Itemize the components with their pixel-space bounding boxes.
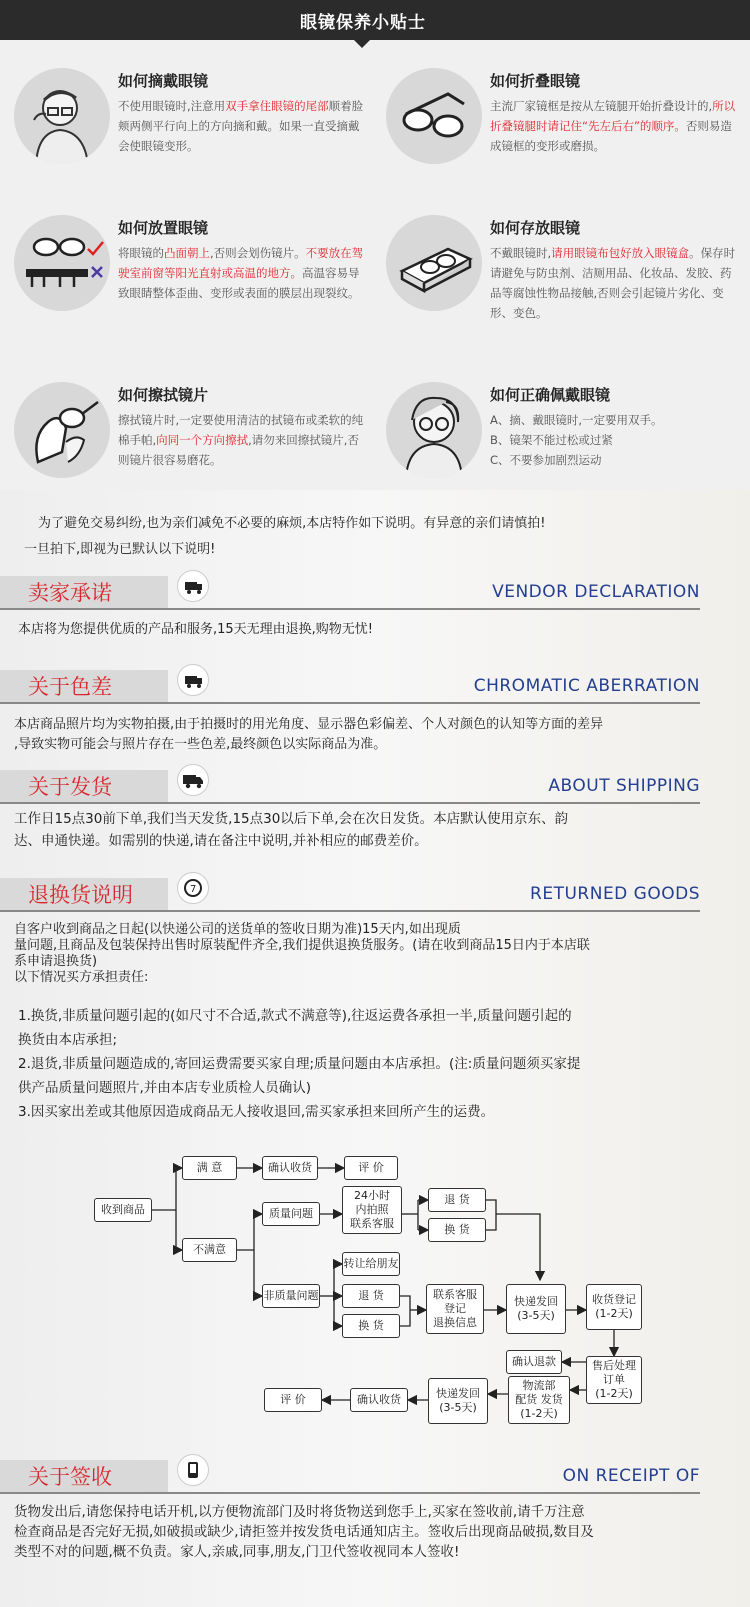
- placed-glasses-icon: [14, 215, 110, 311]
- glasses-case-icon: [386, 215, 482, 311]
- divider: [0, 802, 700, 804]
- flow-confirm-receipt: 确认收货: [262, 1156, 318, 1180]
- divider: [0, 608, 700, 610]
- section-title-cn: 关于签收: [28, 1465, 112, 1489]
- divider: [0, 702, 700, 704]
- flow-receive: 收到商品: [94, 1198, 152, 1222]
- section-header-vendor: [0, 574, 750, 610]
- folded-glasses-icon: [386, 68, 482, 164]
- flow-express-back: 快递发回 (3-5天): [428, 1378, 488, 1424]
- tip-body: 将眼镜的凸面朝上,否则会划伤镜片。不要放在驾驶室前窗等阳光直射或高温的地方。高温容易导致眼睛整体歪曲、变形或表面的膜层出现裂纹。: [118, 246, 364, 300]
- flow-quality-issue: 质量问题: [262, 1202, 320, 1226]
- section-title-en: ABOUT SHIPPING: [548, 776, 700, 796]
- tip-wear: [386, 382, 746, 502]
- phone-icon: [177, 1454, 209, 1486]
- flow-contact-24h: 24小时 内拍照 联系客服: [342, 1186, 402, 1234]
- notice-line-1: 为了避免交易纠纷,也为亲们减免不必要的麻烦,本店特作如下说明。有异意的亲们请慎拍!: [38, 516, 546, 531]
- wipe-lens-icon: [14, 382, 110, 478]
- tip-place: [14, 215, 374, 335]
- flow-confirm-refund: 确认退款: [506, 1350, 562, 1374]
- section-title-cn: 卖家承诺: [28, 581, 112, 605]
- tip-title: 如何存放眼镜: [490, 219, 581, 237]
- flow-receive-register: 收货登记 (1-2天): [586, 1284, 642, 1330]
- section-title-en: VENDOR DECLARATION: [492, 582, 700, 602]
- tip-fold: [386, 68, 746, 188]
- woman-glasses-icon: [386, 382, 482, 478]
- flow-exchange-b: 换 货: [342, 1314, 400, 1338]
- section-title-en: ON RECEIPT OF: [562, 1466, 700, 1486]
- tip-title: 如何放置眼镜: [118, 219, 209, 237]
- flow-exchange-a: 换 货: [428, 1218, 486, 1242]
- flow-return-b: 退 货: [342, 1284, 400, 1308]
- tip-body: 擦拭镜片时,一定要使用清洁的拭镜布或柔软的纯棉手帕,向同一个方向擦拭,请勿来回擦拭镜片,否则镜片很容易磨花。: [118, 413, 364, 467]
- flow-unsatisfied: 不满意: [182, 1238, 237, 1262]
- tip-wipe: [14, 382, 374, 502]
- tips-title: 眼镜保养小贴士: [300, 13, 426, 33]
- face-glasses-icon: [14, 68, 110, 164]
- returns-intro: 自客户收到商品之日起(以快递公司的送货单的签收日期为准)15天内,如出现质 量问题,且商品及包装保持出售时原装配件齐全,我们提供退换货服务。(请在收到商品15日内于本店联 系申请退换货) 以下情况买方承担责任:: [14, 922, 590, 985]
- section-title-en: RETURNED GOODS: [530, 884, 700, 904]
- section-header-color: [0, 668, 750, 704]
- flow-non-quality: 非质量问题: [262, 1284, 320, 1308]
- shipping-text: 工作日15点30前下单,我们当天发货,15点30以后下单,会在次日发货。本店默认使用京东、韵 达、申通快递。如需别的快递,请在备注中说明,并补相应的邮费差价。: [14, 811, 569, 849]
- divider: [0, 910, 700, 912]
- tip-title: 如何摘戴眼镜: [118, 72, 209, 90]
- svg-text:7: 7: [190, 884, 197, 895]
- header-pointer: [352, 38, 372, 48]
- notice-line-2: 一旦拍下,即视为已默认以下说明!: [24, 542, 216, 557]
- vendor-text: 本店将为您提供优质的产品和服务,15天无理由退换,购物无忧!: [18, 622, 374, 637]
- truck-icon: [177, 570, 209, 602]
- divider: [0, 1492, 700, 1494]
- section-header-receipt: [0, 1458, 750, 1494]
- flow-logistics: 物流部 配货 发货 (1-2天): [508, 1376, 570, 1424]
- delivery-truck-icon: [177, 764, 209, 796]
- section-header-shipping: [0, 768, 750, 804]
- tips-header-bar: [0, 0, 750, 40]
- flow-review: 评 价: [344, 1156, 398, 1180]
- tip-body: 不戴眼镜时,请用眼镜布包好放入眼镜盒。保存时请避免与防虫剂、洁厕用品、化妆品、发胶、药品等腐蚀性物品接触,否则会引起镜片劣化、变形、变色。: [490, 246, 736, 320]
- tip-body: A、摘、戴眼镜时,一定要用双手。 B、镜架不能过松或过紧 C、不要参加剧烈运动: [490, 413, 663, 467]
- tip-take-off: [14, 68, 374, 188]
- flow-aftersale: 售后处理 订单 (1-2天): [586, 1356, 642, 1404]
- color-text: 本店商品照片均为实物拍摄,由于拍摄时的用光角度、显示器色彩偏差、个人对颜色的认知等方面的差异 ,导致实物可能会与照片存在一些色差,最终颜色以实际商品为准。: [14, 717, 604, 752]
- flow-transfer-friend: 转让给朋友: [342, 1252, 400, 1276]
- flow-review-2: 评 价: [264, 1388, 322, 1412]
- tip-body: 主流厂家镜框是按从左镜腿开始折叠设计的,所以折叠镜腿时请记住“先左后右”的顺序。否则易造成镜框的变形或磨损。: [490, 99, 736, 153]
- section-header-returns: [0, 876, 750, 912]
- care-tips-section: [0, 0, 750, 490]
- receipt-text: 货物发出后,请您保持电话开机,以方便物流部门及时将货物送到您手上,买家在签收前,请千万注意 检查商品是否完好无损,如破损或缺少,请拒签并按发货电话通知店主。签收后出现商品破损,数目及 类型不对的问题,概不负责。家人,亲戚,同事,朋友,门卫代签收视同本人签收!: [14, 1504, 594, 1560]
- seven-day-icon: [177, 872, 209, 904]
- section-title-cn: 退换货说明: [28, 883, 133, 907]
- tip-body: 不使用眼镜时,注意用双手拿住眼镜的尾部顺着脸颊两侧平行向上的方向摘和戴。如果一直受摘戴会使眼镜变形。: [118, 99, 364, 153]
- returns-flowchart: [0, 1150, 750, 1450]
- returns-items: 1.换货,非质量问题引起的(如尺寸不合适,款式不满意等),往返运费各承担一半,质量问题引起的 换货由本店承担; 2.退货,非质量问题造成的,寄回运费需要买家自理;质量问题由本店承担。(注:质量问题须买家提 供产品质量问题照片,并由本店专业质检人员确认) 3.因买家出差或其他原因造成商品无人接收退回,需买家承担来回所产生的运费。: [18, 1008, 581, 1120]
- flow-confirm-receipt-2: 确认收货: [350, 1388, 408, 1412]
- flow-express-return: 快递发回 (3-5天): [506, 1284, 566, 1334]
- section-title-cn: 关于发货: [28, 775, 112, 799]
- flow-register-info: 联系客服 登记 退换信息: [426, 1284, 484, 1334]
- flow-return-a: 退 货: [428, 1188, 486, 1212]
- store-policy-section: [0, 490, 750, 1607]
- tip-title: 如何折叠眼镜: [490, 72, 581, 90]
- section-title-en: CHROMATIC ABERRATION: [473, 676, 700, 696]
- flow-satisfied: 满 意: [182, 1156, 237, 1180]
- section-title-cn: 关于色差: [28, 675, 112, 699]
- truck-icon: [177, 664, 209, 696]
- tip-title: 如何正确佩戴眼镜: [490, 386, 611, 404]
- tip-store: [386, 215, 746, 335]
- tip-title: 如何擦拭镜片: [118, 386, 209, 404]
